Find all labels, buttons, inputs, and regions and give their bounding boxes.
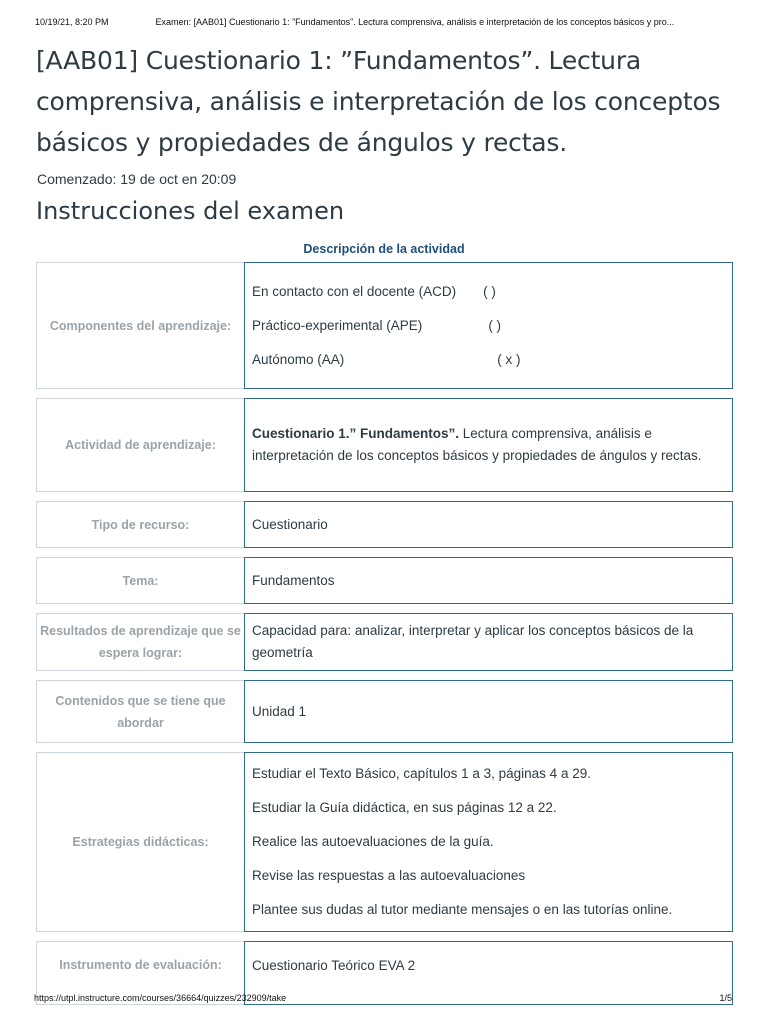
- table-row: [36, 398, 733, 492]
- print-footer: [34, 993, 738, 1003]
- table-row: [36, 680, 733, 743]
- evaluation-label: Instrumento de evaluación:: [36, 941, 244, 1005]
- component-option: Práctico-experimental (APE) ( ): [252, 317, 502, 333]
- strategy-item: Estudiar el Texto Básico, capítulos 1 a 3, páginas 4 a 29.: [252, 766, 591, 781]
- component-option: Autónomo (AA) ( x ): [252, 351, 521, 367]
- table-row: [36, 262, 733, 389]
- strategies-label: Estrategias didácticas:: [36, 752, 244, 932]
- strategies-value: [244, 752, 733, 932]
- table-row: [36, 752, 733, 932]
- components-label: Componentes del aprendizaje:: [36, 262, 244, 389]
- activity-description-table: [36, 262, 733, 1005]
- component-option: En contacto con el docente (ACD) ( ): [252, 283, 496, 299]
- print-header: [35, 17, 738, 27]
- contents-label: Contenidos que se tiene que abordar: [36, 680, 244, 743]
- started-timestamp: Comenzado: 19 de oct en 20:09: [37, 171, 237, 187]
- evaluation-value: Cuestionario Teórico EVA 2: [244, 941, 733, 1005]
- print-document-title: Examen: [AAB01] Cuestionario 1: ”Fundamentos”. Lectura comprensiva, análisis e interpretación de los conceptos básicos y pro...: [155, 17, 675, 27]
- strategy-item: Revise las respuestas a las autoevaluaciones: [252, 868, 526, 883]
- instructions-heading: Instrucciones del examen: [36, 197, 345, 225]
- topic-label: Tema:: [36, 557, 244, 604]
- resource-type-label: Tipo de recurso:: [36, 501, 244, 548]
- table-row: [36, 613, 733, 671]
- outcomes-value: Capacidad para: analizar, interpretar y aplicar los conceptos básicos de la geometría: [244, 613, 733, 671]
- strategy-item: Estudiar la Guía didáctica, en sus páginas 12 a 22.: [252, 800, 557, 815]
- quiz-title: [AAB01] Cuestionario 1: ”Fundamentos”. Lectura comprensiva, análisis e interpretación de los conceptos básicos y propiedades de ángulos y rectas.: [36, 46, 721, 157]
- table-row: [36, 501, 733, 548]
- components-value: [244, 262, 733, 389]
- activity-value: [244, 398, 733, 492]
- page-number: 1/5: [719, 993, 732, 1003]
- topic-value: Fundamentos: [244, 557, 733, 604]
- page-url: https://utpl.instructure.com/courses/36664/quizzes/232909/take: [34, 993, 287, 1003]
- outcomes-label: Resultados de aprendizaje que se espera lograr:: [36, 613, 244, 671]
- table-row: [36, 557, 733, 604]
- activity-title: Cuestionario 1.” Fundamentos”.: [252, 426, 460, 441]
- activity-label: Actividad de aprendizaje:: [36, 398, 244, 492]
- activity-description: Lectura comprensiva, análisis e interpretación de los conceptos básicos y propiedades de ángulos y rectas.: [252, 426, 702, 463]
- strategy-item: Realice las autoevaluaciones de la guía.: [252, 834, 494, 849]
- print-date: 10/19/21, 8:20 PM: [35, 17, 109, 27]
- resource-type-value: Cuestionario: [244, 501, 733, 548]
- contents-value: Unidad 1: [244, 680, 733, 743]
- table-caption: Descripción de la actividad: [303, 242, 465, 256]
- strategy-item: Plantee sus dudas al tutor mediante mensajes o en las tutorías online.: [252, 902, 673, 917]
